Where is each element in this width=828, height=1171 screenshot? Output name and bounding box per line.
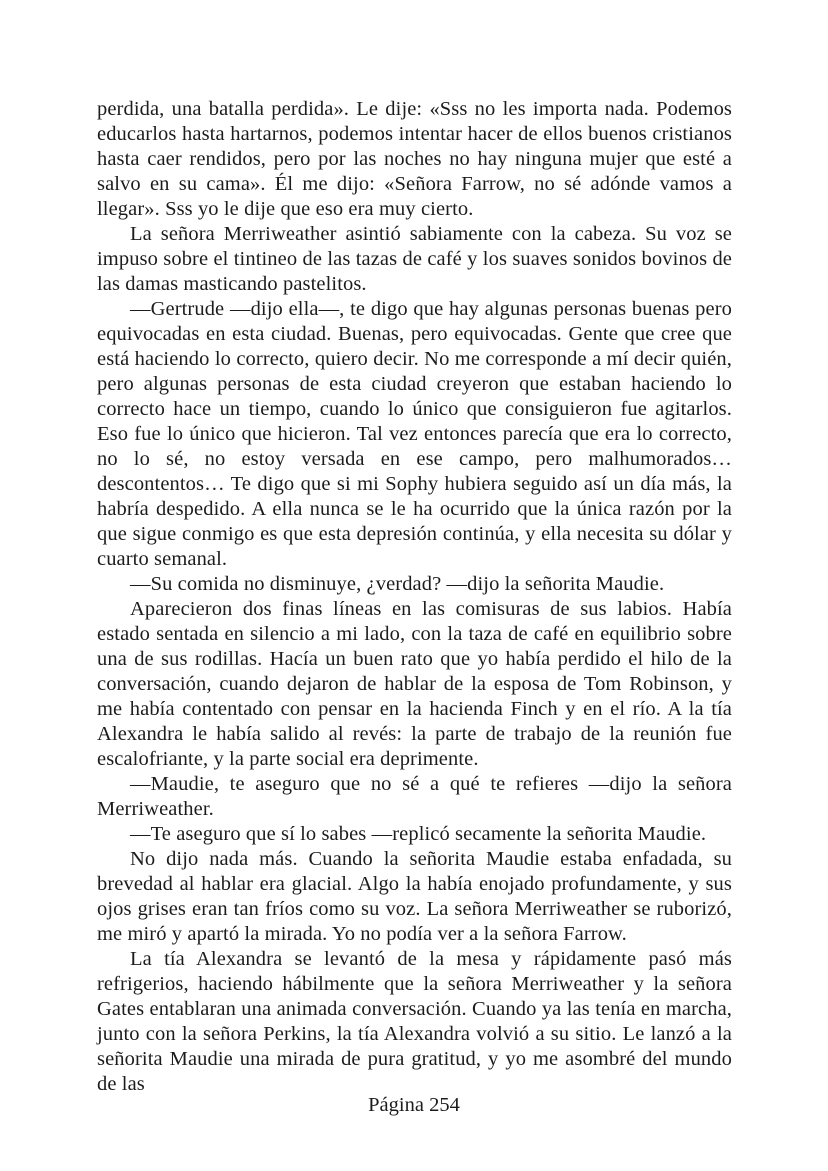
paragraph-dialogue: —Maudie, te aseguro que no sé a qué te refieres —dijo la señora Merriweather.	[97, 773, 732, 820]
paragraph-dialogue: —Gertrude —dijo ella—, te digo que hay algunas personas buenas pero equivocadas en esta ciudad. Buenas, pero equivocadas. Gente que cree que está haciendo lo correcto, quiero decir. No me corresponde a mí decir quién, pero algunas personas de esta ciudad creyeron que estaban haciendo lo correcto hace un tiempo, cuando lo único que consiguieron fue agitarlos. Eso fue lo único que hicieron. Tal vez entonces parecía que era lo correcto, no lo sé, no estoy versada en ese campo, pero malhumorados… descontentos… Te digo que si mi Sophy hubiera seguido así un día más, la habría despedido. A ella nunca se le ha ocurrido que la única razón por la que sigue conmigo es que esta depresión continúa, y ella necesita su dólar y cuarto semanal.	[97, 298, 732, 570]
paragraph: La señora Merriweather asintió sabiamente con la cabeza. Su voz se impuso sobre el tintineo de las tazas de café y los suaves sonidos bovinos de las damas masticando pastelitos.	[97, 223, 732, 295]
paragraph-dialogue: —Su comida no disminuye, ¿verdad? —dijo la señorita Maudie.	[130, 573, 665, 595]
paragraph: La tía Alexandra se levantó de la mesa y rápidamente pasó más refrigerios, haciendo hábilmente que la señora Merriweather y la señora Gates entablaran una animada conversación. Cuando ya las tenía en marcha, junto con la señora Perkins, la tía Alexandra volvió a su sitio. Le lanzó a la señorita Maudie una mirada de pura gratitud, y yo me asombré del mundo de las	[97, 948, 732, 1095]
page-text-block	[97, 97, 732, 1097]
page-number: Página 254	[368, 1094, 460, 1116]
paragraph-dialogue: —Te aseguro que sí lo sabes —replicó secamente la señorita Maudie.	[130, 823, 707, 845]
paragraph: Aparecieron dos finas líneas en las comisuras de sus labios. Había estado sentada en silencio a mi lado, con la taza de café en equilibrio sobre una de sus rodillas. Hacía un buen rato que yo había perdido el hilo de la conversación, cuando dejaron de hablar de la esposa de Tom Robinson, y me había contentado con pensar en la hacienda Finch y en el río. A la tía Alexandra le había salido al revés: la parte de trabajo de la reunión fue escalofriante, y la parte social era deprimente.	[97, 598, 732, 770]
paragraph: No dijo nada más. Cuando la señorita Maudie estaba enfadada, su brevedad al hablar era glacial. Algo la había enojado profundamente, y sus ojos grises eran tan fríos como su voz. La señora Merriweather se ruborizó, me miró y apartó la mirada. Yo no podía ver a la señora Farrow.	[97, 848, 732, 945]
paragraph: perdida, una batalla perdida». Le dije: «Sss no les importa nada. Podemos educarlos hasta hartarnos, podemos intentar hacer de ellos buenos cristianos hasta caer rendidos, pero por las noches no hay ninguna mujer que esté a salvo en su cama». Él me dijo: «Señora Farrow, no sé adónde vamos a llegar». Sss yo le dije que eso era muy cierto.	[97, 98, 732, 220]
